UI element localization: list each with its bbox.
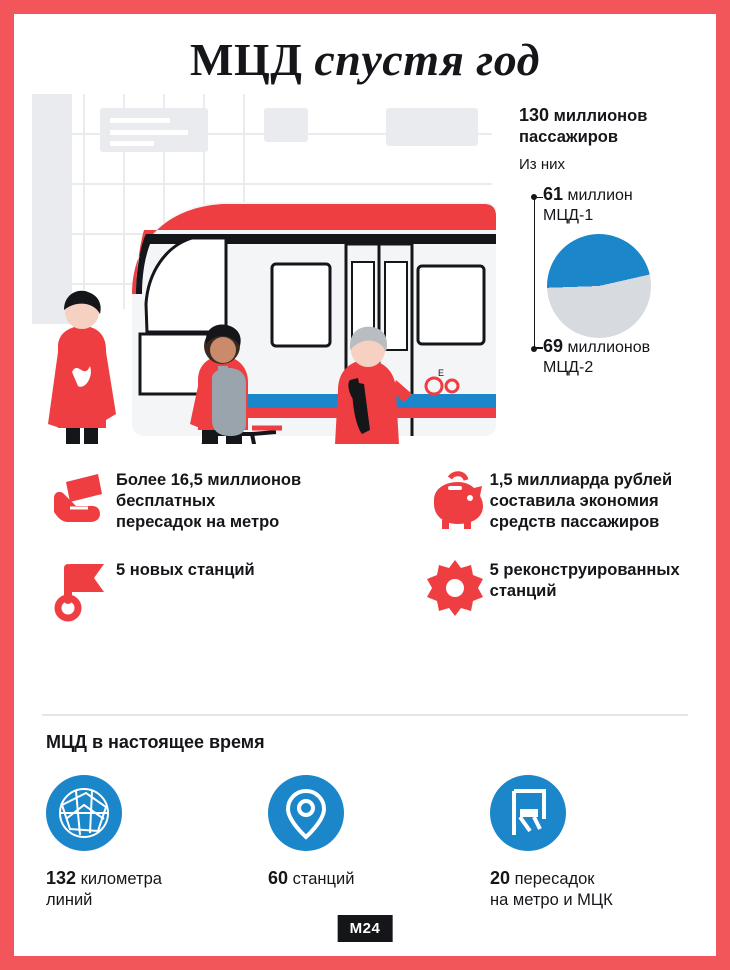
bottom-item-stations-text bbox=[268, 867, 458, 890]
title-part2: спустя год bbox=[314, 34, 540, 85]
length-line2: линий bbox=[46, 891, 93, 910]
mcd1-line2: МЦД-1 bbox=[543, 206, 594, 224]
turnstile-icon bbox=[490, 775, 566, 851]
svg-text:E: E bbox=[438, 368, 445, 379]
bottom-item-stations bbox=[236, 775, 458, 912]
passengers-number: 130 bbox=[519, 105, 550, 126]
fact-line-2: составила экономия bbox=[489, 492, 659, 511]
bottom-columns bbox=[14, 775, 716, 912]
passengers-pie-chart bbox=[519, 183, 709, 399]
mcd1-number: 61 bbox=[543, 183, 564, 204]
map-network-icon bbox=[46, 775, 122, 851]
fact-line-1: 1,5 миллиарда рублей bbox=[489, 471, 673, 489]
mcd2-line2: МЦД-2 bbox=[543, 358, 594, 376]
facts-row-1 bbox=[14, 454, 716, 544]
fact-reconstructed-stations-text bbox=[490, 554, 680, 602]
length-number: 132 bbox=[46, 868, 77, 888]
length-unit: километра bbox=[76, 870, 162, 888]
bullet-dot-mcd2 bbox=[531, 346, 537, 352]
bottom-section-title: МЦД в настоящее время bbox=[46, 732, 265, 752]
passengers-subtext: Из них bbox=[519, 155, 565, 173]
fact-line-3: пересадок на метро bbox=[116, 513, 280, 532]
gear-icon bbox=[420, 554, 490, 624]
fact-new-stations bbox=[14, 544, 402, 634]
illustration-svg bbox=[14, 94, 514, 444]
bottom-item-transfers-text bbox=[490, 867, 680, 912]
transfers-line2: на метро и МЦК bbox=[490, 891, 613, 910]
stations-unit: станций bbox=[288, 870, 355, 888]
hand-card-icon bbox=[46, 464, 116, 534]
fact-line-3: средств пассажиров bbox=[489, 513, 660, 532]
facts-row-2 bbox=[14, 544, 716, 634]
flag-icon bbox=[46, 554, 116, 624]
bullet-dot-mcd1 bbox=[531, 194, 537, 200]
mcd2-number: 69 bbox=[543, 335, 564, 356]
section-divider bbox=[42, 714, 688, 716]
fact-new-stations-text bbox=[116, 554, 255, 581]
fact-line-1: Более 16,5 миллионов bbox=[116, 471, 302, 489]
facts-section bbox=[14, 454, 716, 634]
mcd1-unit: миллион bbox=[563, 186, 633, 204]
pie-slice-graphic bbox=[547, 234, 651, 338]
fact-line-1: 5 новых станций bbox=[116, 561, 255, 579]
fact-free-transfers bbox=[14, 454, 402, 544]
bottom-item-length bbox=[14, 775, 236, 912]
fact-line-2: станций bbox=[489, 582, 557, 601]
fact-savings bbox=[402, 454, 716, 544]
hero-section bbox=[14, 94, 716, 444]
pie-label-mcd2 bbox=[543, 335, 650, 378]
fact-savings-text bbox=[490, 464, 672, 533]
fact-line-2: бесплатных bbox=[116, 492, 216, 511]
bottom-item-transfers bbox=[458, 775, 680, 912]
fact-reconstructed-stations bbox=[402, 544, 716, 634]
fact-line-1: 5 реконструированных bbox=[489, 561, 680, 579]
page-title bbox=[14, 14, 716, 84]
passengers-headline bbox=[519, 104, 709, 147]
current-state-section bbox=[14, 732, 716, 912]
transfers-unit: пересадок bbox=[510, 870, 595, 888]
fact-free-transfers-text bbox=[116, 464, 301, 533]
map-pin-icon bbox=[268, 775, 344, 851]
piggy-bank-icon bbox=[420, 464, 490, 534]
passengers-label: миллионов пассажиров bbox=[519, 107, 648, 146]
pie-label-mcd1 bbox=[543, 183, 633, 226]
logo-badge: M24 bbox=[338, 915, 393, 942]
bottom-item-length-text bbox=[46, 867, 236, 912]
passengers-stats bbox=[519, 104, 709, 398]
infographic-poster bbox=[14, 14, 716, 956]
transfers-number: 20 bbox=[490, 868, 511, 888]
title-part1: МЦД bbox=[190, 34, 303, 85]
mcd2-unit: миллионов bbox=[563, 338, 651, 356]
stations-number: 60 bbox=[268, 868, 289, 888]
train-platform-illustration bbox=[14, 94, 514, 444]
